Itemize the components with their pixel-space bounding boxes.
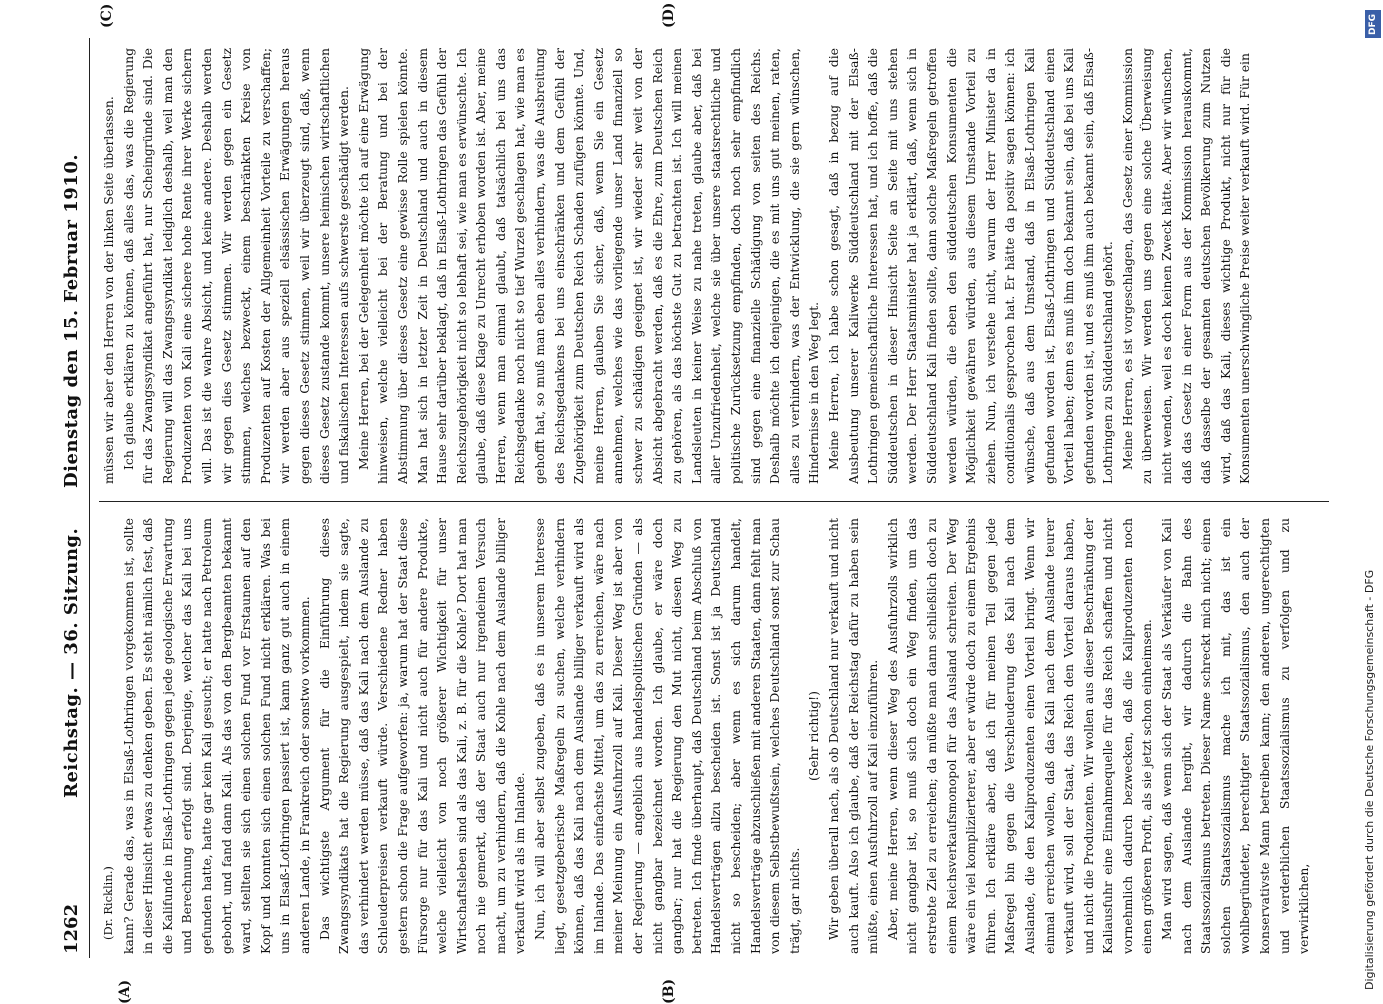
margin-marker-c: (C)	[99, 3, 115, 28]
paragraph: Man wird sagen, daß wenn sich der Staat als Verkäufer von Kali nach dem Auslande hergibt, wir dadurch die Bahn des Staatssozialismus betreten. Dieser Name schreckt mich nicht; einen solchen Staatssozialismus mache ich mit, das ist ein wohlbegründeter, berechtigter Staatssozialismus, den auch der konservativste Mann betreiben kann; den anderen, ungerechtigten und verderblichen Staatssozialismus zu verfolgen und zu verwirklichen,	[1159, 518, 1312, 954]
page-number: 1262	[61, 903, 82, 954]
margin-marker-b: (B)	[661, 978, 677, 1004]
paragraph: Wir geben überall nach, als ob Deutschland nur verkauft und nicht auch kauft. Also ich glaube, daß der Reichstag dafür zu haben sein müßte, einen Ausfuhrzoll auf Kali einzuführen.	[825, 518, 881, 954]
dfg-logo: DFG	[1365, 10, 1381, 38]
paragraph: Das wichtigste Argument für die Einführung dieses Zwangssyndikats hat die Regierung ausgespielt, indem sie sagte, das verhindert werden müsse, daß das Kali nach dem Auslande zu Schleuderpreisen verkauft würde. Verschiedene Redner haben gestern schon die Frage aufgeworfen: ja, warum hat der Staat diese Fürsorge nur für das Kali und nicht auch für andere Produkte, welche vielleicht von noch größerer Wichtigkeit für unser Wirtschaftsleben sind als das Kali, z. B. für die Kohle? Dort hat man noch nie gemerkt, daß der Staat auch nur irgendeinen Versuch macht, um zu verhindern, daß die Kohle nach dem Auslande billiger verkauft wird als im Inlande.	[316, 518, 528, 954]
page-header	[55, 38, 90, 958]
digitization-watermark: Digitalisierung gefördert durch die Deutsche Forschungsgemeinschaft - DFG	[1363, 569, 1376, 990]
applause-note: (Sehr richtig!)	[806, 691, 822, 781]
paragraph: Ich glaube erklären zu können, daß alles das, was die Regierung für das Zwangssyndikat angeführt hat, nur Scheingründe sind. Die Regierung will das Zwangssyndikat lediglich deshalb, weil man den Produzenten von Kali eine sichere hohe Rente ihrer Werke sichern will. Das ist die wahre Absicht, und keine andere. Deshalb werden wir gegen dies Gesetz stimmen. Wir werden gegen ein Gesetz stimmen, welches bezweckt, einem beschränkten Kreise von Produzenten auf Kosten der Allgemeinheit Vorteile zu verschaffen; wir werden aber aus speziell elsässischen Erwägungen heraus gegen dieses Gesetz stimmen, weil wir überzeugt sind, daß, wenn dieses Gesetz zustande kommt, unsere heimischen wirtschaftlichen und fiskalischen Interessen aufs schwerste geschädigt werden.	[120, 48, 352, 484]
left-text-column	[99, 518, 1329, 954]
document-page	[55, 2, 1345, 1004]
speaker-label: (Dr. Ricklin.)	[101, 866, 115, 940]
paragraph: Meine Herren, es ist vorgeschlagen, das Gesetz einer Kommission zu überweisen. Wir werden uns gegen eine solche Überweisung nicht wenden, weil es doch keinen Zweck hätte. Aber wir wünschen, daß das Gesetz in einer Form aus der Kommission herauskommt, daß dasselbe der gesamten deutschen Bevölkerung zum Nutzen wird, daß das Kali, dieses wichtige Produkt, nicht nur für die Konsumenten unerschwingliche Preise weiter verkauft wird. Für ein	[1119, 48, 1253, 484]
paragraph: Nun, ich will aber selbst zugeben, daß es in unserem Interesse liegt, gesetzgeberische Maßregeln zu suchen, welche verhindern können, daß das Kali nach dem Auslande billiger verkauft wird als im Inlande. Das einfachste Mittel, um das zu erreichen, wäre nach meiner Meinung ein Ausfuhrzoll auf Kali. Dieser Weg ist aber von der Regierung — angeblich aus handelspolitischen Gründen — als nicht gangbar bezeichnet worden. Ich glaube, er wäre doch gangbar; nur hat die Regierung den Mut nicht, diesen Weg zu betreten. Ich finde überhaupt, daß Deutschland beim Abschluß von Handelsverträgen allzu bescheiden ist. Sonst ist ja Deutschland nicht so bescheiden; aber wenn es sich darum handelt, Handelsverträge abzuschließen mit anderen Staaten, dann fehlt man von diesem Selbstbewußtsein, welches Deutschland sonst zur Schau trägt, gar nichts.	[532, 518, 802, 954]
session-title: Reichstag. — 36. Sitzung.	[61, 527, 82, 798]
paragraph: Meine Herren, ich habe schon gesagt, daß in bezug auf die Ausbeutung unserer Kaliwerke Süddeutschland mit der Elsaß-Lothringen gemeinschaftliche Interessen hat, und ich hoffe, daß die Süddeutschen in dieser Hinsicht Seite an Seite mit uns stehen werden. Der Herr Staatsminister hat ja erklärt, daß, wenn sich in Süddeutschland Kali finden sollte, dann solche Maßregeln getroffen werden würden, die eben den süddeutschen Konsumenten die Möglichkeit gewähren würden, aus diesem Umstande Vorteil zu ziehen. Nun, ich verstehe nicht, warum der Herr Minister da in conditionalis gesprochen hat. Er hätte da positiv sagen können: ich wünsche, daß aus dem Umstand, daß in Elsaß-Lothringen Kali gefunden worden ist, Elsaß-Lothringen und Süddeutschland einen Vorteil haben; denn es muß ihm doch bekannt sein, daß bei uns Kali gefunden worden ist, und es muß ihm auch bekannt sein, daß Elsaß-Lothringen zu Süddeutschland gehört.	[825, 48, 1116, 484]
paragraph: Aber, meine Herren, wenn dieser Weg des Ausfuhrzolls wirklich nicht gangbar ist, so muß sich doch ein Weg finden, um das erstrebte Ziel zu erreichen; da müßte man dann schließlich doch zu einem Reichsverkaufsmonopol für das Ausland schreiten. Der Weg wäre ein viel komplizierterer, aber er würde doch zu einem Ergebnis führen. Ich erkläre aber, daß ich für meinen Teil gegen jede Maßregel bin gegen die Verschleuderung des Kali nach dem Auslande, die den Kaliproduzenten einen Vorteil bringt. Wenn wir einmal erreichen wollen, daß das Kali nach dem Auslande teurer verkauft wird, soll der Staat, das Reich den Vorteil daraus haben, und nicht die Produzenten. Wir wollen aus dieser Beschränkung der Kaliausfuhr eine Einnahmequelle für das Reich schaffen und nicht vornehmlich dadurch bezwecken, daß die Kaliproduzenten noch einen größeren Profit, als sie jetzt schon einheimsen.	[884, 518, 1155, 954]
session-date: Dienstag den 15. Februar 1910.	[61, 153, 82, 488]
right-text-column	[99, 48, 1329, 484]
margin-marker-d: (D)	[661, 2, 677, 28]
margin-marker-a: (A)	[117, 979, 133, 1004]
column-divider	[99, 501, 1329, 502]
paragraph: Meine Herren, bei der Gelegenheit möchte ich auf eine Erwägung hinweisen, welche vielleicht bei der Beratung und bei der Abstimmung über dieses Gesetz eine gewisse Rolle spielen könnte. Man hat sich in letzter Zeit in Deutschland und auch in diesem Hause sehr darüber beklagt, daß in Elsaß-Lothringen das Gefühl der Reichszugehörigkeit nicht so lebhaft sei, wie man es erwünschte. Ich glaube, daß diese Klage zu Unrecht erhoben worden ist. Aber, meine Herren, wenn man einmal glaubt, daß tatsächlich bei uns das Reichsgedanke noch nicht so tief Wurzel geschlagen hat, wie man es gehofft hat, so muß man eben alles verhindern, was die Ausbreitung des Reichsgedankens bei uns einschränken und dem Gefühl der Zugehörigkeit zum Deutschen Reich Schaden zufügen könnte. Und, meine Herren, glauben Sie sicher, daß, wenn Sie ein Gesetz annehmen, welches wie das vorliegende unser Land finanziell so schwer zu schädigen geeignet ist, wir wieder sehr weit von der Absicht abgebracht werden, daß es die Ehre, zum Deutschen Reich zu gehören, als das höchste Gut zu betrachten ist. Ich will meinen Landsleuten in keiner Weise zu nahe treten, glaube aber, daß bei aller Unzufriedenheit, welche sie über unsere staatsrechtliche und politische Zurücksetzung empfinden, doch noch sehr empfindlich sind gegen eine finanzielle Schädigung von seiten des Reichs. Deshalb möchte ich denjenigen, die es mit uns gut meinen, raten, alles zu verhindern, was der Entwicklung, die sie gern wünschen, Hindernisse in den Weg legt.	[355, 48, 822, 484]
paragraph: kann? Gerade das, was in Elsaß-Lothringen vorgekommen ist, sollte in dieser Hinsicht etwas zu denken geben. Es steht nämlich fest, daß die Kalifunde in Elsaß-Lothringen gegen jede geologische Erwartung und Berechnung erfolgt sind. Derjenige, welcher das Kali bei uns gefunden hatte, hatte gar kein Kali gesucht; er hatte nach Petroleum gebohrt, und fand dann Kali. Als das von den Bergbeamten bekannt ward, stellten sie sich einen solchen Fund vor Erstaunen auf den Kopf und konnten sich einen solchen Fund nicht erklären. Was bei uns in Elsaß-Lothringen passiert ist, kann ganz gut auch in einem anderen Lande, in Frankreich oder sonstwo vorkommen.	[120, 518, 312, 954]
paragraph: müssen wir aber den Herren von der linken Seite überlassen.	[101, 96, 116, 484]
